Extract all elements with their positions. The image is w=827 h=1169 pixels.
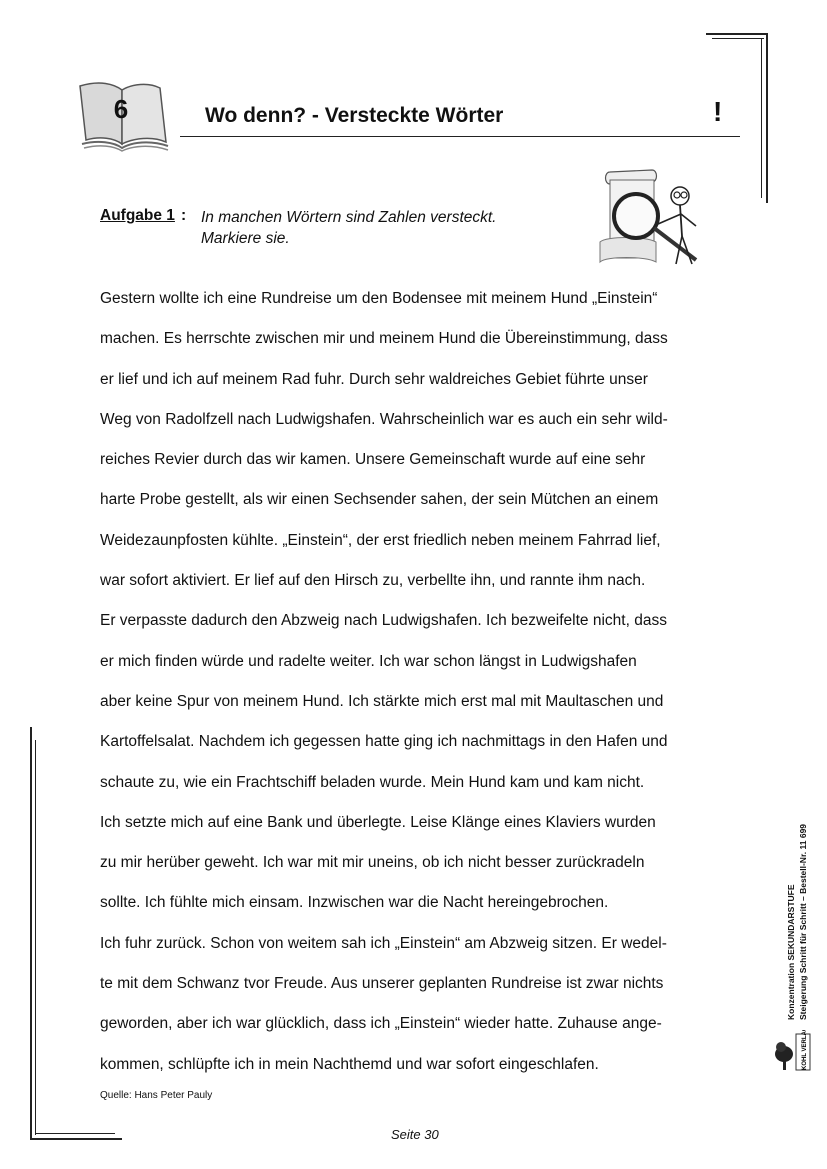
story-line: Weg von Radolfzell nach Ludwigshafen. Wahrscheinlich war es auch ein sehr wild- <box>100 410 668 428</box>
frame-line <box>30 1138 122 1140</box>
imprint-line: Konzentration SEKUNDARSTUFE <box>786 884 796 1020</box>
frame-line <box>712 38 764 39</box>
frame-line <box>706 33 768 35</box>
story-line: reiches Revier durch das wir kamen. Unsere Gemeinschaft wurde auf eine sehr <box>100 451 646 469</box>
story-line: geworden, aber ich war glücklich, dass ich „Einstein“ wieder hatte. Zuhause ange- <box>100 1015 662 1033</box>
frame-line <box>761 38 762 198</box>
story-line: Ich setzte mich auf eine Bank und überlegte. Leise Klänge eines Klaviers wurden <box>100 813 656 831</box>
story-line: harte Probe gestellt, als wir einen Sechsender sahen, der sein Mütchen an einem <box>100 491 659 509</box>
story-line: Ich fuhr zurück. Schon von weitem sah ich „Einstein“ am Abzweig sitzen. Er wedel- <box>100 934 667 952</box>
story-line: aber keine Spur von meinem Hund. Ich stärkte mich erst mal mit Maultaschen und <box>100 692 664 710</box>
task-instruction-line: In manchen Wörtern sind Zahlen versteckt. <box>201 209 497 226</box>
story-line: er lief und ich auf meinem Rad fuhr. Durch sehr waldreiches Gebiet führte unser <box>100 370 648 388</box>
frame-line <box>35 740 36 1135</box>
imprint-line: Steigerung Schritt für Schritt – Bestell-Nr. 11 699 <box>798 823 808 1020</box>
story-line: Er verpasste dadurch den Abzweig nach Ludwigshafen. Ich bezweifelte nicht, dass <box>100 612 667 630</box>
task-instruction <box>201 207 497 249</box>
page-title: Wo denn? - Versteckte Wörter <box>205 104 504 127</box>
story-line: war sofort aktiviert. Er lief auf den Hirsch zu, verbellte ihn, und rannte ihm nach. <box>100 572 646 590</box>
story-line: Kartoffelsalat. Nachdem ich gegessen hatte ging ich nachmittags in den Hafen und <box>100 733 668 751</box>
task-colon: : <box>181 207 187 224</box>
frame-line <box>30 727 32 1140</box>
story-line: kommen, schlüpfte ich in mein Nachthemd und war sofort eingeschlafen. <box>100 1055 599 1073</box>
frame-line <box>766 33 768 203</box>
story-line: zu mir herüber geweht. Ich war mit mir uneins, ob ich nicht besser zurückradeln <box>100 854 645 872</box>
story-line: Weidezaunpfosten kühlte. „Einstein“, der erst friedlich neben meinem Fahrrad lief, <box>100 531 661 549</box>
page-number: Seite 30 <box>391 1127 439 1142</box>
story-text <box>100 279 740 1085</box>
story-line: Gestern wollte ich eine Rundreise um den Bodensee mit meinem Hund „Einstein“ <box>100 290 658 307</box>
exclamation-marker: ! <box>713 96 723 127</box>
header-rule <box>180 136 740 137</box>
publisher-logo-text: KOHL VERLAG <box>802 1030 808 1070</box>
publisher-logo <box>772 1030 820 1072</box>
story-line: schaute zu, wie ein Frachtschiff beladen wurde. Mein Hund kam und kam nicht. <box>100 773 645 791</box>
story-line: sollte. Ich fühlte mich einsam. Inzwischen war die Nacht hereingebrochen. <box>100 894 609 912</box>
magnifier-figure-illustration <box>596 166 712 270</box>
source-credit: Quelle: Hans Peter Pauly <box>100 1090 213 1101</box>
frame-line <box>35 1133 115 1134</box>
task-instruction-line: Markiere sie. <box>201 230 290 247</box>
story-line: er mich finden würde und radelte weiter. Ich war schon längst in Ludwigshafen <box>100 652 637 670</box>
side-imprint <box>785 765 825 1020</box>
story-line: machen. Es herrschte zwischen mir und meinem Hund die Übereinstimmung, dass <box>100 330 668 348</box>
task-label: Aufgabe 1 <box>100 207 175 224</box>
chapter-number: 6 <box>113 94 129 124</box>
story-line: te mit dem Schwanz tvor Freude. Aus unserer geplanten Rundreise ist zwar nichts <box>100 975 664 993</box>
